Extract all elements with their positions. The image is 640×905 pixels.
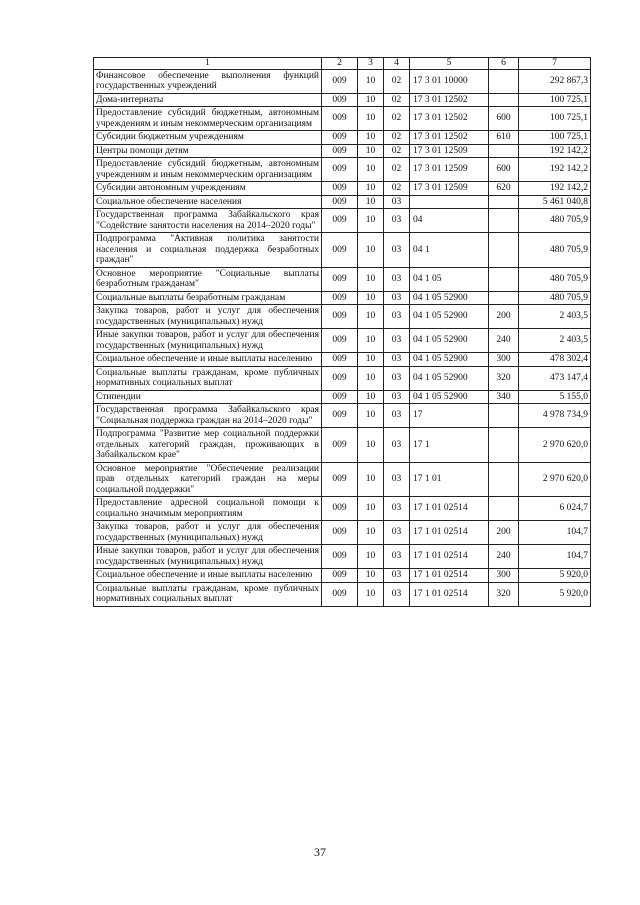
table-row bbox=[94, 107, 591, 131]
row-ministry-code: 009 bbox=[322, 93, 358, 107]
row-expense-type bbox=[489, 428, 519, 463]
row-subsection-code: 03 bbox=[384, 195, 410, 209]
table-row bbox=[94, 267, 591, 291]
row-section-code: 10 bbox=[358, 497, 384, 521]
row-subsection-code: 03 bbox=[384, 569, 410, 583]
row-target-article: 04 1 05 bbox=[410, 267, 489, 291]
row-subsection-code: 03 bbox=[384, 545, 410, 569]
row-expense-type: 600 bbox=[489, 107, 519, 131]
row-amount: 192 142,2 bbox=[519, 182, 591, 196]
row-target-article: 17 bbox=[410, 404, 489, 428]
row-ministry-code: 009 bbox=[322, 195, 358, 209]
row-name: Государственная программа Забайкальского края "Социальная поддержка граждан на 2014–2020 годы" bbox=[94, 404, 322, 428]
row-name: Подпрограмма "Активная политика занятости населения и социальная поддержка безработных граждан" bbox=[94, 233, 322, 268]
row-expense-type bbox=[489, 195, 519, 209]
row-subsection-code: 02 bbox=[384, 107, 410, 131]
row-target-article: 17 3 01 12502 bbox=[410, 107, 489, 131]
row-target-article: 17 1 01 bbox=[410, 462, 489, 497]
row-name: Государственная программа Забайкальского края "Содействие занятости населения на 2014–2020 годы" bbox=[94, 209, 322, 233]
row-section-code: 10 bbox=[358, 390, 384, 404]
col-header-7: 7 bbox=[519, 58, 591, 70]
row-ministry-code: 009 bbox=[322, 182, 358, 196]
row-amount: 473 147,4 bbox=[519, 366, 591, 390]
row-target-article: 04 1 05 52900 bbox=[410, 390, 489, 404]
row-name: Иные закупки товаров, работ и услуг для обеспечения государственных (муниципальных) нужд bbox=[94, 329, 322, 353]
row-ministry-code: 009 bbox=[322, 305, 358, 329]
row-name: Центры помощи детям bbox=[94, 144, 322, 158]
row-section-code: 10 bbox=[358, 305, 384, 329]
table-row bbox=[94, 195, 591, 209]
row-expense-type bbox=[489, 93, 519, 107]
row-amount: 104,7 bbox=[519, 545, 591, 569]
row-subsection-code: 03 bbox=[384, 582, 410, 606]
row-section-code: 10 bbox=[358, 93, 384, 107]
row-name: Предоставление адресной социальной помощи к социально значимым мероприятиям bbox=[94, 497, 322, 521]
row-target-article: 04 1 bbox=[410, 233, 489, 268]
row-subsection-code: 03 bbox=[384, 353, 410, 367]
row-expense-type bbox=[489, 69, 519, 93]
row-subsection-code: 03 bbox=[384, 404, 410, 428]
table-row bbox=[94, 233, 591, 268]
row-amount: 2 403,5 bbox=[519, 329, 591, 353]
table-row bbox=[94, 144, 591, 158]
row-section-code: 10 bbox=[358, 158, 384, 182]
table-row bbox=[94, 305, 591, 329]
row-ministry-code: 009 bbox=[322, 569, 358, 583]
row-expense-type: 340 bbox=[489, 390, 519, 404]
row-expense-type: 300 bbox=[489, 353, 519, 367]
row-expense-type: 610 bbox=[489, 131, 519, 145]
row-expense-type: 300 bbox=[489, 569, 519, 583]
row-name: Социальные выплаты гражданам, кроме публичных нормативных социальных выплат bbox=[94, 366, 322, 390]
row-section-code: 10 bbox=[358, 195, 384, 209]
row-section-code: 10 bbox=[358, 182, 384, 196]
row-name: Социальное обеспечение населения bbox=[94, 195, 322, 209]
row-name: Предоставление субсидий бюджетным, автономным учреждениям и иным некоммерческим организациям bbox=[94, 107, 322, 131]
row-section-code: 10 bbox=[358, 131, 384, 145]
row-section-code: 10 bbox=[358, 291, 384, 305]
row-ministry-code: 009 bbox=[322, 233, 358, 268]
row-subsection-code: 03 bbox=[384, 291, 410, 305]
row-subsection-code: 02 bbox=[384, 182, 410, 196]
row-target-article: 04 1 05 52900 bbox=[410, 291, 489, 305]
row-expense-type: 240 bbox=[489, 545, 519, 569]
row-ministry-code: 009 bbox=[322, 545, 358, 569]
table-row bbox=[94, 93, 591, 107]
row-section-code: 10 bbox=[358, 545, 384, 569]
table-row bbox=[94, 404, 591, 428]
row-target-article: 17 1 bbox=[410, 428, 489, 463]
row-expense-type bbox=[489, 233, 519, 268]
col-header-6: 6 bbox=[489, 58, 519, 70]
table-row bbox=[94, 545, 591, 569]
row-amount: 192 142,2 bbox=[519, 158, 591, 182]
row-subsection-code: 03 bbox=[384, 209, 410, 233]
row-ministry-code: 009 bbox=[322, 582, 358, 606]
row-ministry-code: 009 bbox=[322, 404, 358, 428]
table-row bbox=[94, 569, 591, 583]
row-ministry-code: 009 bbox=[322, 131, 358, 145]
row-section-code: 10 bbox=[358, 521, 384, 545]
row-name: Стипендии bbox=[94, 390, 322, 404]
row-amount: 478 302,4 bbox=[519, 353, 591, 367]
row-name: Иные закупки товаров, работ и услуг для обеспечения государственных (муниципальных) нужд bbox=[94, 545, 322, 569]
row-name: Закупка товаров, работ и услуг для обеспечения государственных (муниципальных) нужд bbox=[94, 521, 322, 545]
row-section-code: 10 bbox=[358, 353, 384, 367]
row-section-code: 10 bbox=[358, 404, 384, 428]
row-subsection-code: 02 bbox=[384, 131, 410, 145]
row-amount: 480 705,9 bbox=[519, 209, 591, 233]
table-row bbox=[94, 521, 591, 545]
col-header-5: 5 bbox=[410, 58, 489, 70]
row-target-article: 17 3 01 12502 bbox=[410, 93, 489, 107]
row-amount: 104,7 bbox=[519, 521, 591, 545]
row-name: Закупка товаров, работ и услуг для обеспечения государственных (муниципальных) нужд bbox=[94, 305, 322, 329]
row-target-article: 17 1 01 02514 bbox=[410, 497, 489, 521]
row-amount: 5 920,0 bbox=[519, 569, 591, 583]
row-target-article: 17 3 01 12509 bbox=[410, 144, 489, 158]
row-ministry-code: 009 bbox=[322, 144, 358, 158]
row-section-code: 10 bbox=[358, 366, 384, 390]
table-row bbox=[94, 366, 591, 390]
row-section-code: 10 bbox=[358, 569, 384, 583]
row-subsection-code: 02 bbox=[384, 93, 410, 107]
table-row bbox=[94, 462, 591, 497]
row-ministry-code: 009 bbox=[322, 521, 358, 545]
row-name: Подпрограмма "Развитие мер социальной поддержки отдельных категорий граждан, проживающих в Забайкальском крае" bbox=[94, 428, 322, 463]
row-ministry-code: 009 bbox=[322, 329, 358, 353]
row-target-article: 17 3 01 12509 bbox=[410, 158, 489, 182]
row-name: Финансовое обеспечение выполнения функций государственных учреждений bbox=[94, 69, 322, 93]
row-subsection-code: 02 bbox=[384, 69, 410, 93]
row-amount: 100 725,1 bbox=[519, 93, 591, 107]
row-amount: 2 970 620,0 bbox=[519, 428, 591, 463]
table-row bbox=[94, 582, 591, 606]
row-section-code: 10 bbox=[358, 428, 384, 463]
row-expense-type: 200 bbox=[489, 521, 519, 545]
row-target-article bbox=[410, 195, 489, 209]
row-ministry-code: 009 bbox=[322, 428, 358, 463]
row-expense-type bbox=[489, 462, 519, 497]
row-subsection-code: 03 bbox=[384, 521, 410, 545]
row-amount: 6 024,7 bbox=[519, 497, 591, 521]
table-row bbox=[94, 428, 591, 463]
row-section-code: 10 bbox=[358, 582, 384, 606]
row-amount: 192 142,2 bbox=[519, 144, 591, 158]
row-section-code: 10 bbox=[358, 69, 384, 93]
row-expense-type bbox=[489, 291, 519, 305]
row-subsection-code: 03 bbox=[384, 462, 410, 497]
table-body bbox=[94, 69, 591, 606]
row-ministry-code: 009 bbox=[322, 390, 358, 404]
row-section-code: 10 bbox=[358, 462, 384, 497]
table-row bbox=[94, 182, 591, 196]
row-expense-type bbox=[489, 144, 519, 158]
row-ministry-code: 009 bbox=[322, 69, 358, 93]
row-target-article: 17 1 01 02514 bbox=[410, 569, 489, 583]
row-subsection-code: 03 bbox=[384, 329, 410, 353]
row-ministry-code: 009 bbox=[322, 209, 358, 233]
row-name: Социальное обеспечение и иные выплаты населению bbox=[94, 569, 322, 583]
col-header-4: 4 bbox=[384, 58, 410, 70]
row-name: Предоставление субсидий бюджетным, автономным учреждениям и иным некоммерческим организациям bbox=[94, 158, 322, 182]
col-header-3: 3 bbox=[358, 58, 384, 70]
row-target-article: 17 3 01 12509 bbox=[410, 182, 489, 196]
row-name: Социальные выплаты гражданам, кроме публичных нормативных социальных выплат bbox=[94, 582, 322, 606]
table-row bbox=[94, 291, 591, 305]
row-expense-type bbox=[489, 209, 519, 233]
row-expense-type: 240 bbox=[489, 329, 519, 353]
table-row bbox=[94, 497, 591, 521]
page-number: 37 bbox=[314, 845, 326, 859]
row-ministry-code: 009 bbox=[322, 107, 358, 131]
row-section-code: 10 bbox=[358, 144, 384, 158]
row-ministry-code: 009 bbox=[322, 267, 358, 291]
row-amount: 100 725,1 bbox=[519, 131, 591, 145]
row-name: Социальные выплаты безработным гражданам bbox=[94, 291, 322, 305]
row-name: Основное мероприятие "Обеспечение реализации прав отдельных категорий граждан на меры социальной поддержки" bbox=[94, 462, 322, 497]
row-target-article: 04 bbox=[410, 209, 489, 233]
row-subsection-code: 03 bbox=[384, 305, 410, 329]
row-expense-type: 320 bbox=[489, 582, 519, 606]
row-subsection-code: 03 bbox=[384, 267, 410, 291]
row-amount: 2 403,5 bbox=[519, 305, 591, 329]
row-target-article: 17 3 01 10000 bbox=[410, 69, 489, 93]
row-ministry-code: 009 bbox=[322, 353, 358, 367]
row-target-article: 17 1 01 02514 bbox=[410, 521, 489, 545]
row-section-code: 10 bbox=[358, 233, 384, 268]
row-name: Основное мероприятие "Социальные выплаты безработным гражданам" bbox=[94, 267, 322, 291]
col-header-1: 1 bbox=[94, 58, 322, 70]
row-amount: 5 155,0 bbox=[519, 390, 591, 404]
table-row bbox=[94, 131, 591, 145]
row-section-code: 10 bbox=[358, 267, 384, 291]
row-subsection-code: 02 bbox=[384, 158, 410, 182]
column-number-row bbox=[94, 58, 591, 70]
budget-table-container bbox=[93, 57, 590, 607]
row-amount: 292 867,3 bbox=[519, 69, 591, 93]
row-name: Социальное обеспечение и иные выплаты населению bbox=[94, 353, 322, 367]
row-section-code: 10 bbox=[358, 329, 384, 353]
table-row bbox=[94, 209, 591, 233]
row-expense-type: 320 bbox=[489, 366, 519, 390]
row-target-article: 04 1 05 52900 bbox=[410, 329, 489, 353]
row-target-article: 17 1 01 02514 bbox=[410, 545, 489, 569]
row-subsection-code: 03 bbox=[384, 233, 410, 268]
row-subsection-code: 03 bbox=[384, 366, 410, 390]
row-expense-type bbox=[489, 404, 519, 428]
row-subsection-code: 03 bbox=[384, 428, 410, 463]
row-ministry-code: 009 bbox=[322, 462, 358, 497]
row-target-article: 04 1 05 52900 bbox=[410, 366, 489, 390]
row-target-article: 17 1 01 02514 bbox=[410, 582, 489, 606]
row-amount: 480 705,9 bbox=[519, 267, 591, 291]
row-ministry-code: 009 bbox=[322, 366, 358, 390]
row-ministry-code: 009 bbox=[322, 291, 358, 305]
row-subsection-code: 03 bbox=[384, 497, 410, 521]
row-expense-type: 200 bbox=[489, 305, 519, 329]
row-expense-type: 620 bbox=[489, 182, 519, 196]
row-expense-type bbox=[489, 267, 519, 291]
row-name: Субсидии бюджетным учреждениям bbox=[94, 131, 322, 145]
col-header-2: 2 bbox=[322, 58, 358, 70]
row-amount: 5 461 040,8 bbox=[519, 195, 591, 209]
table-row bbox=[94, 158, 591, 182]
row-expense-type: 600 bbox=[489, 158, 519, 182]
row-section-code: 10 bbox=[358, 209, 384, 233]
row-name: Дома-интернаты bbox=[94, 93, 322, 107]
row-amount: 480 705,9 bbox=[519, 233, 591, 268]
row-target-article: 17 3 01 12502 bbox=[410, 131, 489, 145]
row-section-code: 10 bbox=[358, 107, 384, 131]
table-row bbox=[94, 69, 591, 93]
row-amount: 4 978 734,9 bbox=[519, 404, 591, 428]
row-target-article: 04 1 05 52900 bbox=[410, 305, 489, 329]
row-name: Субсидии автономным учреждениям bbox=[94, 182, 322, 196]
row-target-article: 04 1 05 52900 bbox=[410, 353, 489, 367]
row-ministry-code: 009 bbox=[322, 497, 358, 521]
table-row bbox=[94, 390, 591, 404]
row-amount: 100 725,1 bbox=[519, 107, 591, 131]
row-subsection-code: 03 bbox=[384, 390, 410, 404]
row-amount: 5 920,0 bbox=[519, 582, 591, 606]
table-row bbox=[94, 329, 591, 353]
budget-table bbox=[93, 57, 591, 607]
row-ministry-code: 009 bbox=[322, 158, 358, 182]
row-expense-type bbox=[489, 497, 519, 521]
row-amount: 2 970 620,0 bbox=[519, 462, 591, 497]
row-subsection-code: 02 bbox=[384, 144, 410, 158]
row-amount: 480 705,9 bbox=[519, 291, 591, 305]
table-row bbox=[94, 353, 591, 367]
